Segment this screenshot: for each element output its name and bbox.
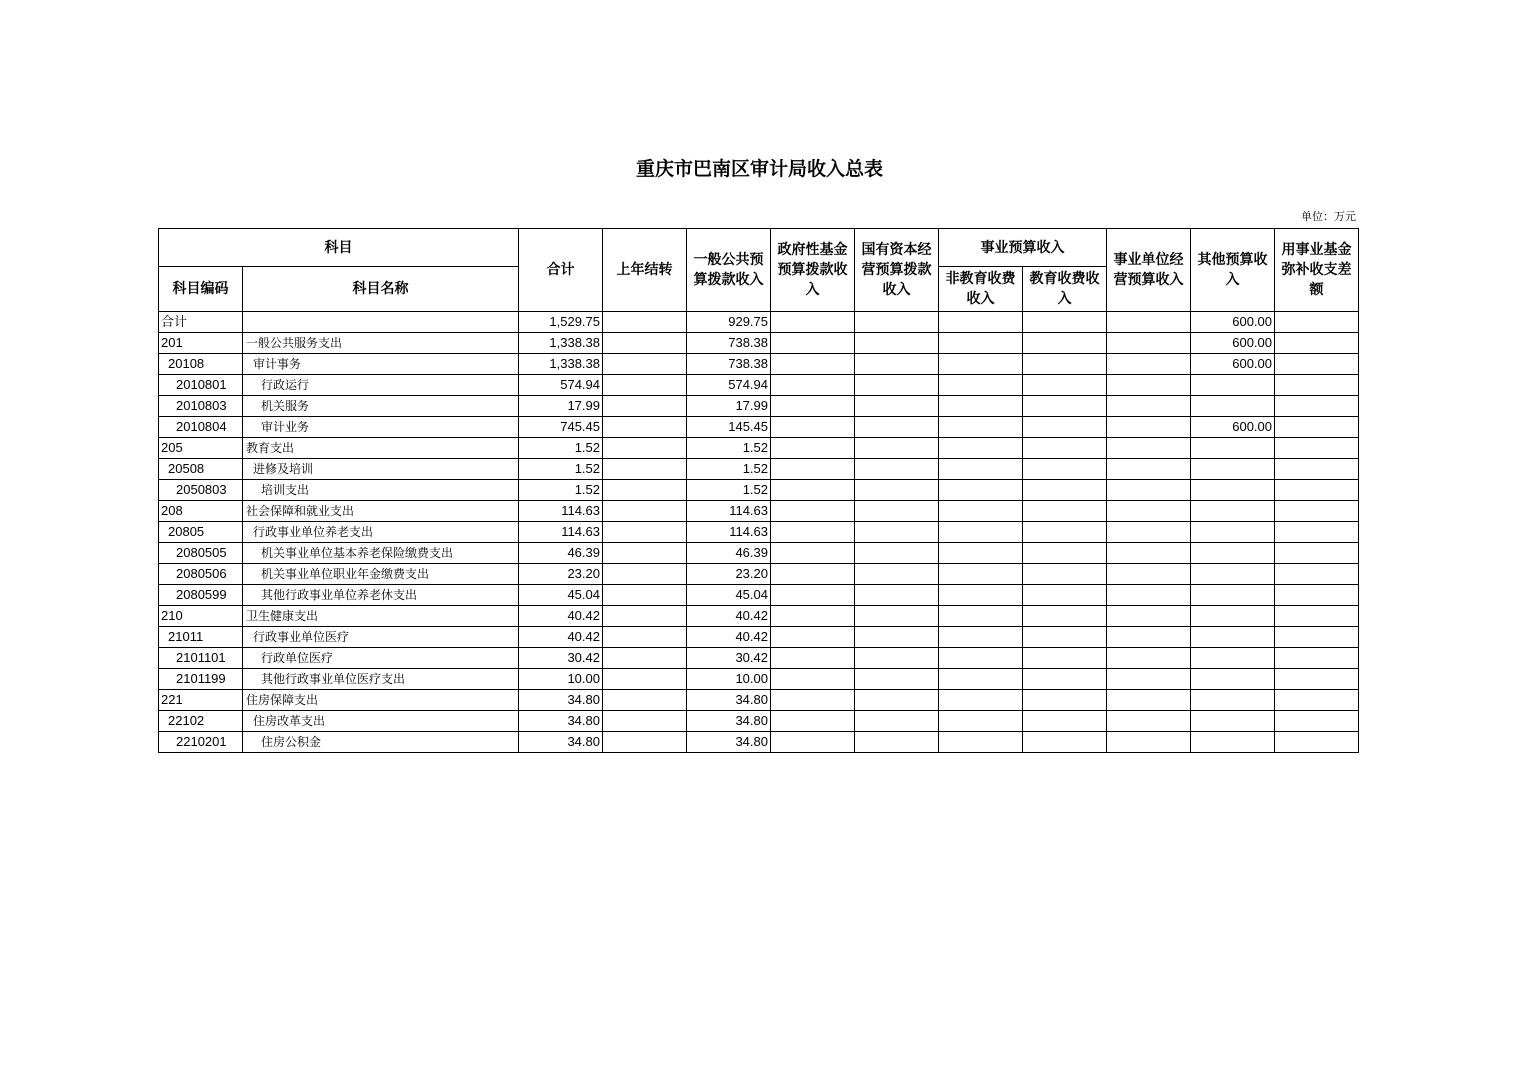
- table-row: [159, 606, 1359, 627]
- header-carryover: 上年结转: [603, 229, 687, 312]
- amount-cell-inst-op: [1107, 354, 1191, 375]
- amount-cell-edu: [1023, 627, 1107, 648]
- amount-cell-non-edu: [939, 522, 1023, 543]
- amount-cell-other: [1191, 585, 1275, 606]
- amount-cell-carryover: [603, 648, 687, 669]
- amount-cell-carryover: [603, 627, 687, 648]
- table-row: [159, 312, 1359, 333]
- table-row: [159, 396, 1359, 417]
- header-subject-code: 科目编码: [159, 267, 243, 312]
- subject-name-cell: 住房保障支出: [243, 690, 519, 711]
- amount-cell-non-edu: [939, 543, 1023, 564]
- amount-cell-other: [1191, 375, 1275, 396]
- amount-cell-other: 600.00: [1191, 417, 1275, 438]
- amount-cell-gov-fund: [771, 312, 855, 333]
- table-row: [159, 732, 1359, 753]
- amount-cell-carryover: [603, 333, 687, 354]
- amount-cell-inst-op: [1107, 438, 1191, 459]
- amount-cell-total: 30.42: [519, 648, 603, 669]
- amount-cell-total: 114.63: [519, 522, 603, 543]
- header-subject: 科目: [159, 229, 519, 267]
- amount-cell-other: [1191, 648, 1275, 669]
- amount-cell-general: 30.42: [687, 648, 771, 669]
- table-row: [159, 501, 1359, 522]
- subject-code-cell: 2050803: [159, 480, 243, 501]
- amount-cell-total: 1,338.38: [519, 333, 603, 354]
- amount-cell-total: 745.45: [519, 417, 603, 438]
- amount-cell-fund: [1275, 606, 1359, 627]
- amount-cell-fund: [1275, 333, 1359, 354]
- amount-cell-non-edu: [939, 564, 1023, 585]
- amount-cell-non-edu: [939, 690, 1023, 711]
- amount-cell-general: 1.52: [687, 438, 771, 459]
- amount-cell-edu: [1023, 711, 1107, 732]
- amount-cell-fund: [1275, 501, 1359, 522]
- amount-cell-gov-fund: [771, 690, 855, 711]
- amount-cell-gov-fund: [771, 501, 855, 522]
- amount-cell-gov-fund: [771, 354, 855, 375]
- amount-cell-carryover: [603, 501, 687, 522]
- amount-cell-state: [855, 543, 939, 564]
- amount-cell-carryover: [603, 564, 687, 585]
- amount-cell-fund: [1275, 522, 1359, 543]
- amount-cell-non-edu: [939, 354, 1023, 375]
- subject-name-cell: [243, 312, 519, 333]
- amount-cell-state: [855, 627, 939, 648]
- amount-cell-edu: [1023, 543, 1107, 564]
- amount-cell-inst-op: [1107, 585, 1191, 606]
- amount-cell-fund: [1275, 354, 1359, 375]
- amount-cell-state: [855, 669, 939, 690]
- amount-cell-inst-op: [1107, 711, 1191, 732]
- amount-cell-gov-fund: [771, 669, 855, 690]
- header-gov-fund: 政府性基金预算拨款收入: [771, 229, 855, 312]
- subject-code-cell: 20108: [159, 354, 243, 375]
- subject-name-cell: 培训支出: [243, 480, 519, 501]
- amount-cell-non-edu: [939, 375, 1023, 396]
- amount-cell-edu: [1023, 501, 1107, 522]
- amount-cell-general: 1.52: [687, 459, 771, 480]
- amount-cell-state: [855, 606, 939, 627]
- amount-cell-fund: [1275, 396, 1359, 417]
- amount-cell-non-edu: [939, 333, 1023, 354]
- amount-cell-edu: [1023, 669, 1107, 690]
- header-subject-name: 科目名称: [243, 267, 519, 312]
- amount-cell-non-edu: [939, 711, 1023, 732]
- amount-cell-non-edu: [939, 417, 1023, 438]
- amount-cell-general: 738.38: [687, 333, 771, 354]
- amount-cell-inst-op: [1107, 606, 1191, 627]
- amount-cell-carryover: [603, 354, 687, 375]
- amount-cell-fund: [1275, 312, 1359, 333]
- subject-name-cell: 住房公积金: [243, 732, 519, 753]
- table-row: [159, 543, 1359, 564]
- amount-cell-total: 34.80: [519, 690, 603, 711]
- amount-cell-state: [855, 459, 939, 480]
- amount-cell-fund: [1275, 711, 1359, 732]
- income-summary-table: [158, 228, 1359, 753]
- amount-cell-state: [855, 312, 939, 333]
- amount-cell-general: 23.20: [687, 564, 771, 585]
- amount-cell-other: [1191, 480, 1275, 501]
- amount-cell-fund: [1275, 459, 1359, 480]
- amount-cell-carryover: [603, 522, 687, 543]
- amount-cell-edu: [1023, 522, 1107, 543]
- amount-cell-non-edu: [939, 585, 1023, 606]
- subject-name-cell: 行政单位医疗: [243, 648, 519, 669]
- table-row: [159, 669, 1359, 690]
- amount-cell-state: [855, 333, 939, 354]
- amount-cell-state: [855, 732, 939, 753]
- subject-code-cell: 221: [159, 690, 243, 711]
- amount-cell-inst-op: [1107, 333, 1191, 354]
- amount-cell-non-edu: [939, 606, 1023, 627]
- amount-cell-total: 10.00: [519, 669, 603, 690]
- table-row: [159, 375, 1359, 396]
- table-row: [159, 564, 1359, 585]
- amount-cell-general: 40.42: [687, 627, 771, 648]
- amount-cell-other: [1191, 669, 1275, 690]
- amount-cell-edu: [1023, 354, 1107, 375]
- amount-cell-general: 10.00: [687, 669, 771, 690]
- amount-cell-general: 17.99: [687, 396, 771, 417]
- amount-cell-fund: [1275, 438, 1359, 459]
- amount-cell-fund: [1275, 648, 1359, 669]
- amount-cell-carryover: [603, 438, 687, 459]
- amount-cell-gov-fund: [771, 438, 855, 459]
- subject-name-cell: 机关事业单位职业年金缴费支出: [243, 564, 519, 585]
- subject-name-cell: 社会保障和就业支出: [243, 501, 519, 522]
- amount-cell-state: [855, 585, 939, 606]
- amount-cell-edu: [1023, 375, 1107, 396]
- table-row: [159, 459, 1359, 480]
- table-row: [159, 522, 1359, 543]
- amount-cell-state: [855, 501, 939, 522]
- amount-cell-total: 114.63: [519, 501, 603, 522]
- amount-cell-other: [1191, 732, 1275, 753]
- amount-cell-edu: [1023, 564, 1107, 585]
- table-row: [159, 690, 1359, 711]
- table-row: [159, 438, 1359, 459]
- amount-cell-general: 40.42: [687, 606, 771, 627]
- subject-name-cell: 其他行政事业单位医疗支出: [243, 669, 519, 690]
- subject-name-cell: 卫生健康支出: [243, 606, 519, 627]
- amount-cell-total: 1.52: [519, 459, 603, 480]
- amount-cell-inst-op: [1107, 459, 1191, 480]
- subject-code-cell: 205: [159, 438, 243, 459]
- amount-cell-general: 34.80: [687, 690, 771, 711]
- amount-cell-fund: [1275, 480, 1359, 501]
- amount-cell-gov-fund: [771, 606, 855, 627]
- amount-cell-general: 738.38: [687, 354, 771, 375]
- amount-cell-general: 45.04: [687, 585, 771, 606]
- amount-cell-other: 600.00: [1191, 354, 1275, 375]
- amount-cell-edu: [1023, 606, 1107, 627]
- amount-cell-non-edu: [939, 501, 1023, 522]
- amount-cell-other: [1191, 522, 1275, 543]
- amount-cell-gov-fund: [771, 564, 855, 585]
- amount-cell-inst-op: [1107, 501, 1191, 522]
- amount-cell-non-edu: [939, 396, 1023, 417]
- amount-cell-fund: [1275, 375, 1359, 396]
- amount-cell-gov-fund: [771, 732, 855, 753]
- header-institution-operating: 事业单位经营预算收入: [1107, 229, 1191, 312]
- subject-code-cell: 2101101: [159, 648, 243, 669]
- subject-code-cell: 2010803: [159, 396, 243, 417]
- amount-cell-total: 574.94: [519, 375, 603, 396]
- amount-cell-general: 46.39: [687, 543, 771, 564]
- amount-cell-total: 23.20: [519, 564, 603, 585]
- amount-cell-carryover: [603, 459, 687, 480]
- amount-cell-fund: [1275, 585, 1359, 606]
- subject-name-cell: 行政事业单位养老支出: [243, 522, 519, 543]
- amount-cell-carryover: [603, 669, 687, 690]
- subject-code-cell: 2210201: [159, 732, 243, 753]
- subject-code-cell: 2080505: [159, 543, 243, 564]
- amount-cell-inst-op: [1107, 648, 1191, 669]
- amount-cell-inst-op: [1107, 543, 1191, 564]
- amount-cell-inst-op: [1107, 732, 1191, 753]
- table-body: [159, 312, 1359, 753]
- amount-cell-gov-fund: [771, 375, 855, 396]
- table-row: [159, 711, 1359, 732]
- amount-cell-other: [1191, 564, 1275, 585]
- amount-cell-state: [855, 480, 939, 501]
- amount-cell-state: [855, 417, 939, 438]
- subject-name-cell: 一般公共服务支出: [243, 333, 519, 354]
- table-row: [159, 333, 1359, 354]
- amount-cell-other: [1191, 543, 1275, 564]
- amount-cell-general: 145.45: [687, 417, 771, 438]
- header-other-budget: 其他预算收入: [1191, 229, 1275, 312]
- amount-cell-gov-fund: [771, 459, 855, 480]
- table-row: [159, 417, 1359, 438]
- table-row: [159, 354, 1359, 375]
- subject-code-cell: 208: [159, 501, 243, 522]
- amount-cell-non-edu: [939, 480, 1023, 501]
- amount-cell-carryover: [603, 732, 687, 753]
- amount-cell-other: [1191, 606, 1275, 627]
- subject-code-cell: 210: [159, 606, 243, 627]
- table-row: [159, 480, 1359, 501]
- table-row: [159, 648, 1359, 669]
- header-fund-balance: 用事业基金弥补收支差额: [1275, 229, 1359, 312]
- amount-cell-general: 574.94: [687, 375, 771, 396]
- amount-cell-general: 929.75: [687, 312, 771, 333]
- amount-cell-total: 40.42: [519, 606, 603, 627]
- amount-cell-total: 34.80: [519, 711, 603, 732]
- amount-cell-gov-fund: [771, 417, 855, 438]
- amount-cell-edu: [1023, 417, 1107, 438]
- subject-code-cell: 20508: [159, 459, 243, 480]
- amount-cell-carryover: [603, 480, 687, 501]
- amount-cell-inst-op: [1107, 669, 1191, 690]
- amount-cell-carryover: [603, 711, 687, 732]
- subject-code-cell: 2010801: [159, 375, 243, 396]
- amount-cell-edu: [1023, 438, 1107, 459]
- amount-cell-inst-op: [1107, 627, 1191, 648]
- amount-cell-gov-fund: [771, 480, 855, 501]
- unit-label: 单位：万元: [1301, 210, 1356, 223]
- amount-cell-edu: [1023, 690, 1107, 711]
- amount-cell-total: 1,529.75: [519, 312, 603, 333]
- subject-name-cell: 进修及培训: [243, 459, 519, 480]
- amount-cell-edu: [1023, 312, 1107, 333]
- amount-cell-fund: [1275, 627, 1359, 648]
- amount-cell-total: 34.80: [519, 732, 603, 753]
- amount-cell-carryover: [603, 417, 687, 438]
- header-edu-fee: 教育收费收入: [1023, 267, 1107, 312]
- subject-name-cell: 审计业务: [243, 417, 519, 438]
- subject-name-cell: 其他行政事业单位养老休支出: [243, 585, 519, 606]
- amount-cell-carryover: [603, 543, 687, 564]
- header-institution-budget: 事业预算收入: [939, 229, 1107, 267]
- amount-cell-total: 40.42: [519, 627, 603, 648]
- subject-code-cell: 20805: [159, 522, 243, 543]
- header-non-edu-fee: 非教育收费收入: [939, 267, 1023, 312]
- amount-cell-other: [1191, 690, 1275, 711]
- amount-cell-total: 1.52: [519, 438, 603, 459]
- subject-code-cell: 2101199: [159, 669, 243, 690]
- amount-cell-non-edu: [939, 627, 1023, 648]
- amount-cell-state: [855, 564, 939, 585]
- amount-cell-non-edu: [939, 669, 1023, 690]
- amount-cell-inst-op: [1107, 690, 1191, 711]
- amount-cell-fund: [1275, 543, 1359, 564]
- amount-cell-edu: [1023, 585, 1107, 606]
- amount-cell-fund: [1275, 417, 1359, 438]
- page-title: 重庆市巴南区审计局收入总表: [635, 158, 883, 180]
- subject-code-cell: 2080506: [159, 564, 243, 585]
- amount-cell-edu: [1023, 396, 1107, 417]
- amount-cell-fund: [1275, 669, 1359, 690]
- amount-cell-total: 17.99: [519, 396, 603, 417]
- amount-cell-state: [855, 396, 939, 417]
- amount-cell-general: 1.52: [687, 480, 771, 501]
- amount-cell-state: [855, 522, 939, 543]
- amount-cell-carryover: [603, 606, 687, 627]
- subject-name-cell: 住房改革支出: [243, 711, 519, 732]
- amount-cell-other: [1191, 438, 1275, 459]
- amount-cell-inst-op: [1107, 480, 1191, 501]
- amount-cell-edu: [1023, 648, 1107, 669]
- amount-cell-inst-op: [1107, 312, 1191, 333]
- header-total: 合计: [519, 229, 603, 312]
- amount-cell-inst-op: [1107, 522, 1191, 543]
- amount-cell-edu: [1023, 480, 1107, 501]
- amount-cell-state: [855, 711, 939, 732]
- amount-cell-total: 46.39: [519, 543, 603, 564]
- header-state-capital: 国有资本经营预算拨款收入: [855, 229, 939, 312]
- amount-cell-edu: [1023, 732, 1107, 753]
- table-row: [159, 585, 1359, 606]
- amount-cell-non-edu: [939, 459, 1023, 480]
- amount-cell-non-edu: [939, 732, 1023, 753]
- amount-cell-other: 600.00: [1191, 312, 1275, 333]
- subject-code-cell: 2080599: [159, 585, 243, 606]
- amount-cell-carryover: [603, 690, 687, 711]
- amount-cell-general: 114.63: [687, 522, 771, 543]
- subject-code-cell: 2010804: [159, 417, 243, 438]
- subject-code-cell: 22102: [159, 711, 243, 732]
- subject-name-cell: 机关服务: [243, 396, 519, 417]
- amount-cell-other: [1191, 459, 1275, 480]
- amount-cell-other: [1191, 501, 1275, 522]
- amount-cell-gov-fund: [771, 522, 855, 543]
- amount-cell-carryover: [603, 312, 687, 333]
- amount-cell-inst-op: [1107, 396, 1191, 417]
- amount-cell-total: 1.52: [519, 480, 603, 501]
- subject-name-cell: 行政事业单位医疗: [243, 627, 519, 648]
- subject-code-cell: 21011: [159, 627, 243, 648]
- amount-cell-other: [1191, 627, 1275, 648]
- amount-cell-inst-op: [1107, 375, 1191, 396]
- amount-cell-general: 34.80: [687, 711, 771, 732]
- subject-name-cell: 机关事业单位基本养老保险缴费支出: [243, 543, 519, 564]
- amount-cell-non-edu: [939, 312, 1023, 333]
- amount-cell-state: [855, 375, 939, 396]
- amount-cell-state: [855, 438, 939, 459]
- amount-cell-carryover: [603, 375, 687, 396]
- amount-cell-total: 45.04: [519, 585, 603, 606]
- amount-cell-general: 34.80: [687, 732, 771, 753]
- amount-cell-other: 600.00: [1191, 333, 1275, 354]
- amount-cell-fund: [1275, 564, 1359, 585]
- amount-cell-gov-fund: [771, 648, 855, 669]
- amount-cell-fund: [1275, 690, 1359, 711]
- amount-cell-total: 1,338.38: [519, 354, 603, 375]
- amount-cell-gov-fund: [771, 333, 855, 354]
- header-general-budget: 一般公共预算拨款收入: [687, 229, 771, 312]
- amount-cell-carryover: [603, 396, 687, 417]
- amount-cell-edu: [1023, 459, 1107, 480]
- subject-code-cell: 201: [159, 333, 243, 354]
- amount-cell-state: [855, 354, 939, 375]
- subject-name-cell: 审计事务: [243, 354, 519, 375]
- subject-name-cell: 行政运行: [243, 375, 519, 396]
- amount-cell-fund: [1275, 732, 1359, 753]
- amount-cell-gov-fund: [771, 585, 855, 606]
- amount-cell-inst-op: [1107, 417, 1191, 438]
- amount-cell-state: [855, 690, 939, 711]
- amount-cell-other: [1191, 396, 1275, 417]
- amount-cell-non-edu: [939, 438, 1023, 459]
- amount-cell-gov-fund: [771, 711, 855, 732]
- amount-cell-gov-fund: [771, 627, 855, 648]
- amount-cell-gov-fund: [771, 396, 855, 417]
- amount-cell-carryover: [603, 585, 687, 606]
- amount-cell-other: [1191, 711, 1275, 732]
- amount-cell-inst-op: [1107, 564, 1191, 585]
- table-row: [159, 627, 1359, 648]
- subject-name-cell: 教育支出: [243, 438, 519, 459]
- amount-cell-non-edu: [939, 648, 1023, 669]
- amount-cell-general: 114.63: [687, 501, 771, 522]
- amount-cell-gov-fund: [771, 543, 855, 564]
- amount-cell-edu: [1023, 333, 1107, 354]
- amount-cell-state: [855, 648, 939, 669]
- subject-code-cell: 合计: [159, 312, 243, 333]
